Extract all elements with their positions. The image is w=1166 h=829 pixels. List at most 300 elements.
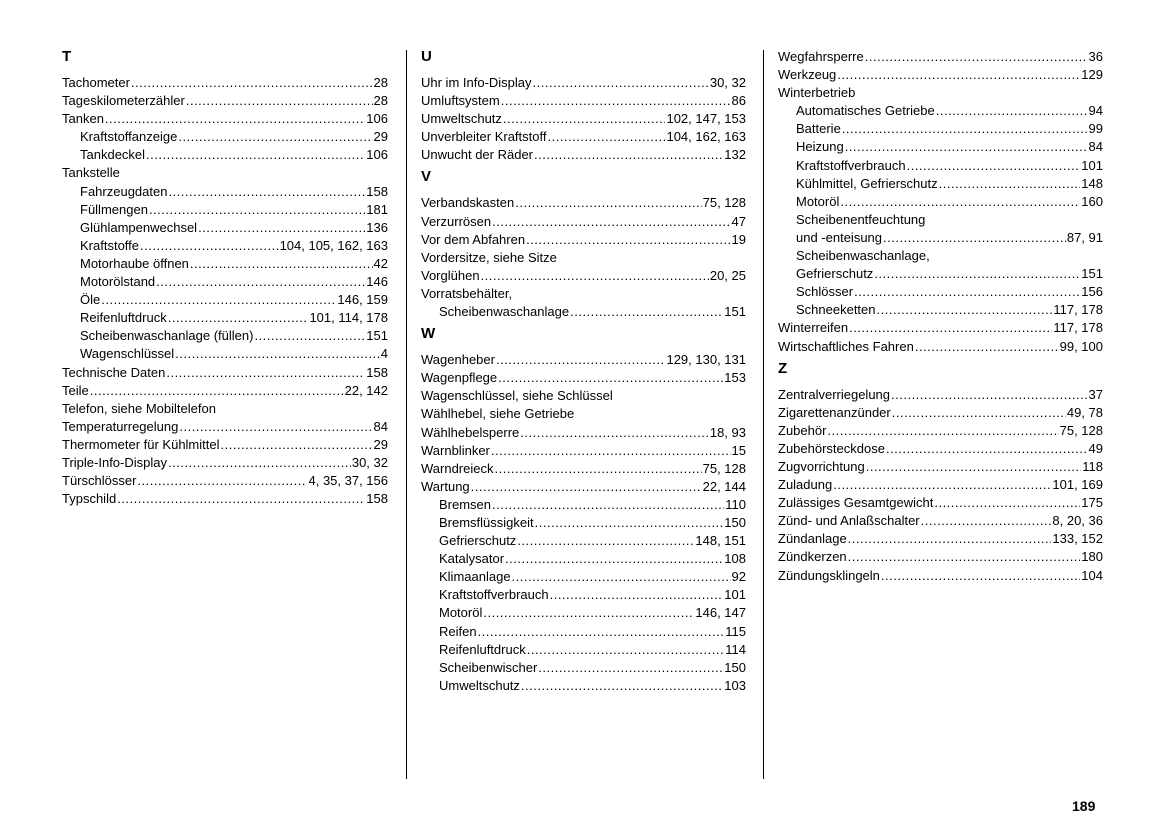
entry-pages: 101 xyxy=(1081,157,1103,173)
entry-pages: 148, 151 xyxy=(695,533,746,549)
entry-term: Motoröl xyxy=(796,193,840,209)
dot-leader xyxy=(534,146,723,164)
entry-pages: 15 xyxy=(731,442,746,458)
entry-pages: 30, 32 xyxy=(351,454,388,470)
dot-leader xyxy=(883,229,1066,247)
dot-leader xyxy=(168,454,351,472)
entry-term: Motorölstand xyxy=(80,274,156,290)
entry-pages: 99 xyxy=(1088,121,1103,137)
entry-term: Wagenschlüssel xyxy=(80,346,175,362)
dot-leader xyxy=(550,586,724,604)
dot-leader xyxy=(156,273,365,291)
index-entry xyxy=(62,345,388,363)
entry-term: Verbandskasten xyxy=(421,195,515,211)
entry-term: Umluftsystem xyxy=(421,93,500,109)
dot-leader xyxy=(179,418,372,436)
entry-term: und -enteisung xyxy=(796,229,883,245)
dot-leader xyxy=(137,472,307,490)
entry-pages: 158 xyxy=(366,364,388,380)
dot-leader xyxy=(886,440,1088,458)
entry-term: Temperaturregelung xyxy=(62,418,179,434)
entry-pages: 150 xyxy=(724,659,746,675)
entry-term: Öle xyxy=(80,292,101,308)
index-entry xyxy=(421,478,746,496)
index-entry xyxy=(421,351,746,369)
dot-leader xyxy=(512,568,731,586)
index-entry xyxy=(62,110,388,128)
entry-term: Gefrierschutz xyxy=(439,533,517,549)
index-entry xyxy=(62,237,388,255)
dot-leader xyxy=(190,255,373,273)
index-column-2 xyxy=(421,48,746,695)
entry-term: Batterie xyxy=(796,121,841,137)
entry-term: Winterreifen xyxy=(778,320,849,336)
entry-term: Türschlösser xyxy=(62,473,137,489)
entry-term: Scheibenentfeuchtung xyxy=(796,211,926,227)
dot-leader xyxy=(915,338,1059,356)
index-entry xyxy=(62,382,388,400)
index-entry xyxy=(62,364,388,382)
entry-term: Füllmengen xyxy=(80,201,148,217)
entry-pages: 36 xyxy=(1088,49,1103,64)
entry-pages: 84 xyxy=(1088,139,1103,155)
entry-term: Schlösser xyxy=(796,284,854,300)
entry-term: Thermometer für Kühlmittel xyxy=(62,436,220,452)
entry-term: Wählhebel, siehe Getriebe xyxy=(421,406,575,422)
entry-term: Unverbleiter Kraftstoff xyxy=(421,129,547,145)
entry-term: Tachometer xyxy=(62,75,130,90)
entry-term: Zubehörsteckdose xyxy=(778,440,885,456)
entry-term: Kühlmittel, Gefrierschutz xyxy=(796,175,938,191)
index-entry xyxy=(421,568,746,586)
dot-leader xyxy=(178,128,372,146)
index-entry xyxy=(778,567,1103,585)
dot-leader xyxy=(494,460,701,478)
index-entry xyxy=(421,110,746,128)
section-letter: W xyxy=(421,325,436,343)
entry-term: Umweltschutz xyxy=(421,111,502,127)
entry-term: Kraftstoffanzeige xyxy=(80,129,178,145)
entry-pages: 180 xyxy=(1081,549,1103,565)
dot-leader xyxy=(168,183,365,201)
index-entry xyxy=(778,211,1103,229)
entry-term: Motorhaube öffnen xyxy=(80,255,189,271)
entry-term: Vordersitze, siehe Sitze xyxy=(421,249,557,265)
index-entry xyxy=(421,550,746,568)
dot-leader xyxy=(533,74,709,92)
index-entry xyxy=(421,586,746,604)
index-entry xyxy=(62,454,388,472)
index-entry xyxy=(421,604,746,622)
entry-pages: 101, 114, 178 xyxy=(309,310,388,326)
entry-pages: 106 xyxy=(366,147,388,163)
entry-term: Katalysator xyxy=(439,551,505,567)
dot-leader xyxy=(175,345,380,363)
entry-term: Warndreieck xyxy=(421,460,494,476)
index-entry xyxy=(778,301,1103,319)
index-entry xyxy=(778,512,1103,530)
entry-term: Bremsflüssigkeit xyxy=(439,514,534,530)
index-entry xyxy=(778,458,1103,476)
dot-leader xyxy=(547,128,665,146)
entry-pages: 8, 20, 36 xyxy=(1052,513,1103,529)
index-entry xyxy=(421,532,746,550)
dot-leader xyxy=(105,110,365,128)
entry-term: Winterbetrieb xyxy=(778,85,856,101)
entry-pages: 136 xyxy=(366,219,388,235)
entry-pages: 115 xyxy=(725,623,746,639)
dot-leader xyxy=(892,404,1066,422)
index-entry xyxy=(778,319,1103,337)
index-entry xyxy=(421,146,746,164)
index-entry xyxy=(62,400,388,418)
dot-leader xyxy=(515,194,701,212)
dot-leader xyxy=(535,514,724,532)
column-divider xyxy=(763,50,764,779)
dot-leader xyxy=(198,219,365,237)
entry-term: Typschild xyxy=(62,491,117,507)
entry-pages: 108 xyxy=(724,551,746,567)
index-entry xyxy=(421,369,746,387)
index-entry xyxy=(421,659,746,677)
entry-pages: 92 xyxy=(731,569,746,585)
entry-pages: 181 xyxy=(366,201,388,217)
entry-term: Zuladung xyxy=(778,477,833,493)
entry-term: Werkzeug xyxy=(778,67,837,83)
dot-leader xyxy=(526,231,730,249)
page-number: 189 xyxy=(1072,798,1096,814)
dot-leader xyxy=(492,213,730,231)
entry-pages: 150 xyxy=(724,514,746,530)
entry-term: Zündkerzen xyxy=(778,549,847,565)
entry-pages: 156 xyxy=(1081,284,1103,300)
entry-pages: 42 xyxy=(373,255,388,271)
entry-pages: 49 xyxy=(1088,440,1103,456)
entry-pages: 114 xyxy=(725,641,746,657)
column-divider xyxy=(406,50,407,779)
index-entry xyxy=(62,309,388,327)
entry-pages: 101 xyxy=(724,587,746,603)
index-entry xyxy=(421,267,746,285)
entry-term: Tanken xyxy=(62,111,104,127)
index-entry xyxy=(421,641,746,659)
dot-leader xyxy=(833,476,1051,494)
index-entry xyxy=(778,193,1103,211)
entry-pages: 129, 130, 131 xyxy=(666,352,746,368)
dot-leader xyxy=(877,301,1053,319)
index-entry xyxy=(62,436,388,454)
dot-leader xyxy=(481,267,709,285)
index-entry xyxy=(778,338,1103,356)
entry-pages: 158 xyxy=(366,183,388,199)
index-entry xyxy=(62,183,388,201)
entry-term: Warnblinker xyxy=(421,442,490,458)
entry-pages: 29 xyxy=(373,436,388,452)
entry-term: Vorratsbehälter, xyxy=(421,285,513,301)
dot-leader xyxy=(527,641,725,659)
dot-leader xyxy=(131,74,373,92)
entry-pages: 4, 35, 37, 156 xyxy=(308,473,388,489)
index-entry xyxy=(778,265,1103,283)
entry-pages: 19 xyxy=(731,231,746,247)
dot-leader xyxy=(491,442,731,460)
entry-term: Wagenschlüssel, siehe Schlüssel xyxy=(421,388,613,404)
dot-leader xyxy=(166,364,365,382)
dot-leader xyxy=(221,436,373,454)
entry-pages: 110 xyxy=(725,496,746,512)
entry-pages: 148 xyxy=(1081,175,1103,191)
entry-term: Zündanlage xyxy=(778,531,847,547)
dot-leader xyxy=(939,175,1081,193)
entry-pages: 22, 142 xyxy=(344,382,388,398)
entry-pages: 101, 169 xyxy=(1052,477,1103,493)
index-entry xyxy=(62,255,388,273)
entry-pages: 158 xyxy=(366,491,388,507)
index-entry xyxy=(778,440,1103,458)
index-entry xyxy=(778,84,1103,102)
index-entry xyxy=(62,490,388,508)
dot-leader xyxy=(483,604,694,622)
dot-leader xyxy=(866,458,1082,476)
dot-leader xyxy=(520,424,709,442)
entry-term: Scheibenwaschanlage, xyxy=(796,248,930,264)
dot-leader xyxy=(921,512,1052,530)
entry-pages: 104 xyxy=(1081,567,1103,583)
dot-leader xyxy=(936,102,1088,120)
entry-pages: 22, 144 xyxy=(702,478,746,494)
entry-pages: 151 xyxy=(724,304,746,320)
index-entry xyxy=(421,496,746,514)
entry-pages: 117, 178 xyxy=(1053,302,1103,318)
entry-term: Kraftstoffverbrauch xyxy=(796,157,906,173)
index-entry xyxy=(778,422,1103,440)
dot-leader xyxy=(478,623,725,641)
entry-pages: 49, 78 xyxy=(1066,404,1103,420)
entry-term: Verzurrösen xyxy=(421,213,492,229)
index-entry xyxy=(421,424,746,442)
dot-leader xyxy=(848,530,1052,548)
entry-term: Umweltschutz xyxy=(439,677,520,693)
index-entry xyxy=(62,472,388,490)
entry-pages: 75, 128 xyxy=(1059,422,1103,438)
index-entry xyxy=(778,530,1103,548)
section-letter: T xyxy=(62,48,72,65)
entry-pages: 28 xyxy=(373,93,388,109)
index-entry xyxy=(778,138,1103,156)
index-entry xyxy=(421,405,746,423)
index-entry xyxy=(421,213,746,231)
dot-leader xyxy=(891,386,1088,404)
dot-leader xyxy=(827,422,1058,440)
dot-leader xyxy=(471,478,702,496)
entry-pages: 18, 93 xyxy=(709,424,746,440)
index-entry xyxy=(421,387,746,405)
entry-term: Tageskilometerzähler xyxy=(62,93,185,109)
entry-pages: 118 xyxy=(1082,458,1103,474)
index-entry xyxy=(778,120,1103,138)
entry-term: Gefrierschutz xyxy=(796,266,874,282)
index-entry xyxy=(62,74,388,92)
entry-pages: 99, 100 xyxy=(1059,338,1103,354)
index-entry xyxy=(62,128,388,146)
entry-pages: 146, 159 xyxy=(337,292,388,308)
entry-term: Triple-Info-Display xyxy=(62,454,167,470)
index-entry xyxy=(778,283,1103,301)
entry-pages: 28 xyxy=(373,75,388,90)
entry-term: Zünd- und Anlaßschalter xyxy=(778,513,920,529)
entry-pages: 117, 178 xyxy=(1053,320,1103,336)
entry-pages: 84 xyxy=(373,418,388,434)
entry-term: Fahrzeugdaten xyxy=(80,183,168,199)
entry-term: Klimaanlage xyxy=(439,569,511,585)
index-entry xyxy=(62,201,388,219)
dot-leader xyxy=(845,138,1088,156)
entry-term: Zündungsklingeln xyxy=(778,567,880,583)
dot-leader xyxy=(865,48,1088,66)
entry-term: Vorglühen xyxy=(421,267,480,283)
index-entry xyxy=(778,229,1103,247)
entry-term: Scheibenwischer xyxy=(439,659,538,675)
entry-term: Heizung xyxy=(796,139,844,155)
entry-pages: 86 xyxy=(731,93,746,109)
entry-pages: 133, 152 xyxy=(1052,531,1103,547)
entry-term: Zugvorrichtung xyxy=(778,458,865,474)
entry-pages: 146, 147 xyxy=(695,605,746,621)
entry-term: Reifenluftdruck xyxy=(439,641,526,657)
index-entry xyxy=(62,92,388,110)
dot-leader xyxy=(934,494,1080,512)
entry-term: Scheibenwaschanlage (füllen) xyxy=(80,328,254,344)
dot-leader xyxy=(168,309,309,327)
entry-pages: 132 xyxy=(724,147,746,163)
index-entry xyxy=(421,285,746,303)
dot-leader xyxy=(842,120,1088,138)
entry-term: Wegfahrsperre xyxy=(778,49,864,64)
dot-leader xyxy=(90,382,344,400)
entry-term: Technische Daten xyxy=(62,364,166,380)
index-entry xyxy=(778,66,1103,84)
index-entry xyxy=(421,460,746,478)
index-entry xyxy=(778,247,1103,265)
entry-term: Tankdeckel xyxy=(80,147,146,163)
index-entry xyxy=(421,303,746,321)
index-entry xyxy=(62,219,388,237)
dot-leader xyxy=(101,291,336,309)
index-entry xyxy=(421,74,746,92)
index-entry xyxy=(62,146,388,164)
entry-term: Glühlampenwechsel xyxy=(80,219,198,235)
dot-leader xyxy=(854,283,1080,301)
index-entry xyxy=(778,494,1103,512)
section-letter: V xyxy=(421,168,432,186)
entry-pages: 104, 162, 163 xyxy=(666,129,746,145)
index-entry xyxy=(778,476,1103,494)
dot-leader xyxy=(505,550,723,568)
index-entry xyxy=(421,128,746,146)
entry-pages: 87, 91 xyxy=(1066,229,1103,245)
entry-term: Zulässiges Gesamtgewicht xyxy=(778,495,934,511)
entry-pages: 4 xyxy=(380,346,388,362)
entry-term: Teile xyxy=(62,382,89,398)
section-letter: Z xyxy=(778,359,788,377)
index-entry xyxy=(421,623,746,641)
index-entry xyxy=(421,677,746,695)
dot-leader xyxy=(570,303,723,321)
index-entry xyxy=(778,548,1103,566)
dot-leader xyxy=(907,157,1081,175)
index-entry xyxy=(62,291,388,309)
index-entry xyxy=(421,249,746,267)
index-entry xyxy=(421,231,746,249)
entry-term: Wartung xyxy=(421,478,470,494)
dot-leader xyxy=(501,92,731,110)
entry-pages: 175 xyxy=(1081,495,1103,511)
dot-leader xyxy=(521,677,723,695)
dot-leader xyxy=(149,201,365,219)
dot-leader xyxy=(146,146,365,164)
index-entry xyxy=(62,418,388,436)
entry-term: Reifenluftdruck xyxy=(80,310,167,326)
entry-pages: 30, 32 xyxy=(709,75,746,90)
index-entry xyxy=(778,175,1103,193)
dot-leader xyxy=(840,193,1080,211)
entry-term: Wirtschaftliches Fahren xyxy=(778,338,914,354)
index-entry xyxy=(421,194,746,212)
dot-leader xyxy=(140,237,279,255)
entry-term: Automatisches Getriebe xyxy=(796,103,935,119)
entry-pages: 106 xyxy=(366,111,388,127)
index-entry xyxy=(778,48,1103,66)
entry-pages: 146 xyxy=(366,274,388,290)
entry-term: Zigarettenanzünder xyxy=(778,404,891,420)
index-entry xyxy=(778,102,1103,120)
index-entry xyxy=(421,92,746,110)
index-entry xyxy=(62,273,388,291)
index-entry xyxy=(62,164,388,182)
entry-term: Wählhebelsperre xyxy=(421,424,520,440)
entry-pages: 75, 128 xyxy=(702,460,746,476)
entry-term: Kraftstoffe xyxy=(80,237,140,253)
dot-leader xyxy=(874,265,1080,283)
index-entry xyxy=(421,442,746,460)
index-entry xyxy=(62,327,388,345)
entry-pages: 47 xyxy=(731,213,746,229)
dot-leader xyxy=(503,110,666,128)
entry-pages: 103 xyxy=(724,677,746,693)
entry-pages: 75, 128 xyxy=(702,195,746,211)
entry-term: Scheibenwaschanlage xyxy=(439,304,570,320)
entry-pages: 151 xyxy=(366,328,388,344)
dot-leader xyxy=(881,567,1080,585)
index-entry xyxy=(778,404,1103,422)
entry-term: Wagenpflege xyxy=(421,370,498,386)
entry-pages: 151 xyxy=(1081,266,1103,282)
entry-term: Schneeketten xyxy=(796,302,876,318)
dot-leader xyxy=(186,92,373,110)
dot-leader xyxy=(848,548,1081,566)
dot-leader xyxy=(849,319,1052,337)
index-entry xyxy=(421,514,746,532)
index-entry xyxy=(778,386,1103,404)
entry-pages: 129 xyxy=(1081,67,1103,83)
index-column-1 xyxy=(62,48,388,508)
entry-pages: 29 xyxy=(373,129,388,145)
dot-leader xyxy=(498,369,723,387)
dot-leader xyxy=(492,496,724,514)
entry-term: Zubehör xyxy=(778,422,827,438)
entry-term: Kraftstoffverbrauch xyxy=(439,587,549,603)
dot-leader xyxy=(496,351,666,369)
